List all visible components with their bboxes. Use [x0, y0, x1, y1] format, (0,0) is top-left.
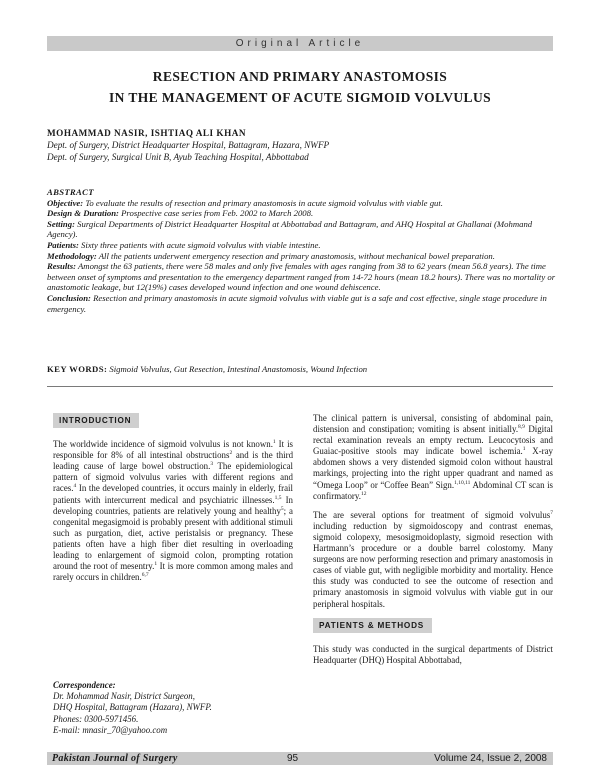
- citation-ref: 6,7: [141, 572, 149, 579]
- keywords: [47, 364, 553, 375]
- abstract-heading: ABSTRACT: [47, 187, 94, 197]
- correspondence-line-2: DHQ Hospital, Battagram (Hazara), NWFP.: [53, 702, 212, 713]
- citation-ref: 4: [73, 483, 77, 490]
- citation-ref: 3: [210, 461, 214, 468]
- affiliation-2: Dept. of Surgery, Surgical Unit B, Ayub Teaching Hospital, Abbottabad: [47, 152, 309, 162]
- correspondence-heading: Correspondence:: [53, 680, 116, 690]
- abstract-objective: [47, 198, 557, 209]
- abstract-setting: [47, 219, 557, 240]
- results-label: Results:: [47, 261, 76, 272]
- conclusion-text: Resection and primary anastomosis in acute sigmoid volvulus with viable gut is a safe and cost effective, single stage procedure in emergency.: [47, 292, 547, 314]
- page-footer: [47, 752, 553, 765]
- abstract: [47, 187, 557, 314]
- page-number: 95: [287, 753, 299, 764]
- citation-ref: 8,9: [518, 424, 525, 431]
- title-line-1: RESECTION AND PRIMARY ANASTOMOSIS: [152, 69, 448, 84]
- setting-text: Surgical Departments of District Headquarter Hospital at Abbottabad and Battagram, and AHQ Hospital at Ghallanai (Mohmand Agency).: [47, 218, 533, 240]
- citation-ref: 1: [272, 439, 276, 446]
- left-column: [53, 413, 293, 591]
- volume-info: Volume 24, Issue 2, 2008: [434, 753, 547, 764]
- citation-ref: 2: [229, 450, 233, 457]
- design-label: Design & Duration:: [47, 208, 119, 219]
- affiliation-1: Dept. of Surgery, District Headquarter Hospital, Battagram, Hazara, NWFP: [47, 140, 330, 150]
- patients-methods-heading: PATIENTS & METHODS: [313, 618, 432, 633]
- citation-ref: 12: [360, 490, 367, 497]
- abstract-methodology: [47, 251, 557, 262]
- keywords-text: Sigmoid Volvulus, Gut Resection, Intestinal Anastomosis, Wound Infection: [107, 364, 368, 374]
- citation-ref: 1: [522, 446, 526, 453]
- design-text: Prospective case series from Feb. 2002 to March 2008.: [118, 208, 314, 219]
- title-line-2: IN THE MANAGEMENT OF ACUTE SIGMOID VOLVULUS: [109, 90, 491, 105]
- authors-block: [47, 127, 553, 163]
- correspondence-block: [53, 680, 293, 736]
- article-title: [47, 66, 553, 108]
- keywords-label: KEY WORDS:: [47, 364, 108, 374]
- citation-ref: 1: [154, 561, 158, 568]
- introduction-heading: INTRODUCTION: [53, 413, 139, 428]
- citation-ref: 1,10,11: [454, 479, 471, 486]
- abstract-conclusion: [47, 293, 557, 314]
- correspondence-line-1: Dr. Mohammad Nasir, District Surgeon,: [53, 691, 195, 702]
- citation-ref: 7: [550, 509, 553, 516]
- abstract-results: [47, 261, 557, 293]
- journal-name: Pakistan Journal of Surgery: [52, 753, 178, 764]
- objective-label: Objective:: [47, 197, 84, 208]
- methodology-text: All the patients underwent emergency resection and primary anastomosis, without mechanical bowel preparation.: [96, 250, 495, 261]
- introduction-paragraph: The worldwide incidence of sigmoid volvulus is not known.$^1$ It is responsible for 8% of all intestinal obstructions$^2$ and is the third leading cause of large bowel obstruction.$^3$ The epidemiological pattern of sigmoid volvulus varies with different regions and races.$^4$ In the developed countries, it occurs mainly in elderly, frail patients with intercurrent medical and psychiatric illnesses.$^{1,5}$ In developing countries, patients are relatively young and healthy$^5$; a congenital megasigmoid is probably present with additional stimuli such as purgation, diet, active peristalsis or pregnancy. These patients often have a high fiber diet resulting in overloading leading to enlargement of sigmoid colon, prompting rotation around the root of mesentry.$^1$ It is more common among males and rarely occurs in children.$^{6,7}$: [53, 439, 294, 583]
- results-text: Amongst the 63 patients, there were 58 males and only five females with ages ranging from 38 to 62 years (mean 56.8 years). The time between onset of symptoms and presentation to the emergency department ranged from 14-72 hours (mean 18.2 hours). There was no mortality or anastomotic leakage, but 12(19%) cases developed wound infection and one wound dehiscence.: [47, 261, 556, 293]
- setting-label: Setting:: [47, 218, 75, 229]
- author-names: MOHAMMAD NASIR, ISHTIAQ ALI KHAN: [47, 128, 246, 138]
- patients-label: Patients:: [47, 239, 79, 250]
- citation-ref: 5: [280, 505, 284, 512]
- correspondence-phone: Phones: 0300-5971456.: [53, 713, 139, 724]
- objective-text: To evaluate the results of resection and primary anastomosis in acute sigmoid volvulus with viable gut.: [83, 197, 443, 208]
- correspondence-email: E-mail: mnasir_70@yahoo.com: [53, 724, 168, 735]
- section-divider: [47, 386, 553, 387]
- citation-ref: 1,5: [274, 494, 282, 501]
- methods-paragraph: This study was conducted in the surgical departments of District Headquarter (DHQ) Hospital Abbottabad,: [313, 643, 553, 665]
- conclusion-label: Conclusion:: [47, 292, 91, 303]
- patients-text: Sixty three patients with acute sigmoid volvulus with viable intestine.: [78, 239, 321, 250]
- methodology-label: Methodology:: [47, 250, 97, 261]
- clinical-pattern-paragraph: The clinical pattern is universal, consisting of abdominal pain, distension and constipation; vomiting is absent initially.$^{8,9}$ Digital rectal examination reveals an empty rectum. Leucocytosis and Guaiac-positive stools may indicate bowel ischemia.$^1$ X-ray abdomen shows a very distended sigmoid colon without haustral markings, projecting into the right upper quadrant and named as “Omega Loop” or “Coffee Bean” Sign.$^{1,10,11}$ Abdominal CT scan is confirmatory.$^{12}$: [313, 413, 553, 501]
- article-type-banner: Original Article: [47, 36, 553, 51]
- abstract-patients: [47, 240, 557, 251]
- treatment-options-paragraph: The are several options for treatment of sigmoid volvulus$^7$ including reduction by sigmoidoscopy and contrast enemas, sigmoid colopexy, mesosigmoidoplasty, sigmoid resection with Hartmann’s procedure or a double barrel colostomy. Many surgeons are now performing resection and primary anastomosis in cases of viable gut, with negligible morbidity and mortality. Hence this study was conducted to see the outcome of resection and primary anastomosis in sigmoid volvulus with viable gut in our peripheral hospitals.: [313, 509, 553, 609]
- abstract-design: [47, 208, 557, 219]
- right-column: [313, 413, 553, 674]
